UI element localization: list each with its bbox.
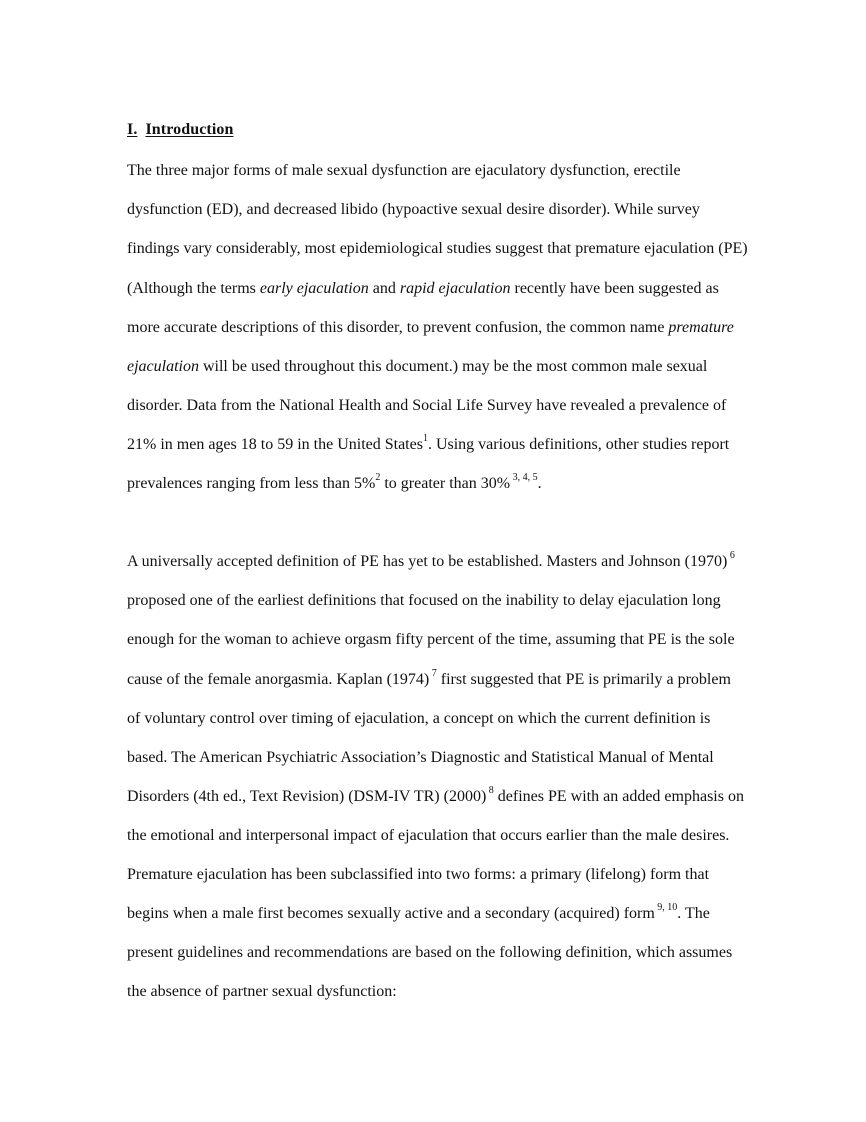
text-run: The three major forms of male sexual dysfunction are ejaculatory dysfunction, erectile: [127, 162, 681, 179]
text-run: (Although the terms: [127, 280, 260, 297]
text-run: A universally accepted definition of PE has yet to be established. Masters and Johnson (1970): [127, 553, 728, 570]
text-run: more accurate descriptions of this disorder, to prevent confusion, the common name: [127, 319, 669, 336]
paragraph-line: [127, 826, 729, 846]
italic-term: early ejaculation: [259, 280, 369, 297]
paragraph-line: [127, 552, 735, 572]
citation-ref: 1: [422, 433, 428, 444]
section-heading: [127, 121, 233, 139]
paragraph-line: [127, 161, 681, 181]
text-run: . The: [677, 905, 710, 922]
citation-ref: 3, 4, 5: [510, 472, 538, 483]
text-run: prevalences ranging from less than 5%: [127, 475, 376, 492]
text-run: proposed one of the earliest definitions that focused on the inability to delay ejaculation long: [127, 592, 721, 609]
paragraph-line: [127, 943, 732, 963]
paragraph-line: [127, 670, 731, 690]
text-run: dysfunction (ED), and decreased libido (hypoactive sexual desire disorder). While survey: [127, 201, 700, 218]
citation-ref: 7: [429, 668, 437, 679]
text-run: findings vary considerably, most epidemiological studies suggest that premature ejaculation (PE): [127, 240, 748, 257]
text-run: defines PE with an added emphasis on: [493, 788, 744, 805]
paragraph-line: [127, 435, 729, 455]
paragraph-line: [127, 787, 744, 807]
text-run: disorder. Data from the National Health and Social Life Survey have revealed a prevalence of: [127, 397, 727, 414]
text-run: Premature ejaculation has been subclassified into two forms: a primary (lifelong) form that: [127, 866, 710, 883]
paragraph-line: [127, 239, 748, 259]
text-run: recently have been suggested as: [510, 280, 719, 297]
citation-ref: 9, 10: [654, 902, 678, 913]
section-number: I.: [127, 121, 138, 138]
citation-ref: 2: [375, 472, 381, 483]
text-run: 21% in men ages 18 to 59 in the United States: [127, 436, 423, 453]
text-run: begins when a male first becomes sexually active and a secondary (acquired) form: [127, 905, 655, 922]
paragraph-line: [127, 318, 734, 338]
text-run: .: [537, 475, 542, 492]
italic-term: premature: [668, 319, 734, 336]
paragraph-line: [127, 865, 709, 885]
text-run: based. The American Psychiatric Association’s Diagnostic and Statistical Manual of Mental: [127, 749, 714, 766]
paragraph-line: [127, 357, 707, 377]
paragraph-line: [127, 982, 397, 1002]
text-run: cause of the female anorgasmia. Kaplan (1974): [127, 671, 430, 688]
text-run: will be used throughout this document.) may be the most common male sexual: [198, 358, 708, 375]
text-run: of voluntary control over timing of ejaculation, a concept on which the current definition is: [127, 710, 711, 727]
paragraph-line: [127, 279, 719, 299]
paragraph-line: [127, 200, 700, 220]
text-run: . Using various definitions, other studies report: [427, 436, 730, 453]
italic-term: ejaculation: [127, 358, 199, 375]
paragraph-line: [127, 474, 542, 494]
paragraph-line: [127, 591, 721, 611]
text-run: the absence of partner sexual dysfunction:: [127, 983, 397, 1000]
text-run: present guidelines and recommendations are based on the following definition, which assumes: [127, 944, 733, 961]
paragraph-line: [127, 396, 726, 416]
text-run: and: [368, 280, 400, 297]
paragraph-line: [127, 630, 735, 650]
paragraph-line: [127, 748, 714, 768]
text-run: to greater than 30%: [380, 475, 511, 492]
paragraph-line: [127, 709, 710, 729]
text-run: first suggested that PE is primarily a problem: [436, 671, 731, 688]
citation-ref: 6: [727, 550, 735, 561]
text-run: Disorders (4th ed., Text Revision) (DSM-IV TR) (2000): [127, 788, 487, 805]
italic-term: rapid ejaculation: [399, 280, 511, 297]
paragraph-line: [127, 904, 710, 924]
section-title: Introduction: [145, 121, 234, 138]
text-run: enough for the woman to achieve orgasm fifty percent of the time, assuming that PE is the sole: [127, 631, 735, 648]
citation-ref: 8: [486, 785, 494, 796]
text-run: the emotional and interpersonal impact of ejaculation that occurs earlier than the male desires.: [127, 827, 730, 844]
